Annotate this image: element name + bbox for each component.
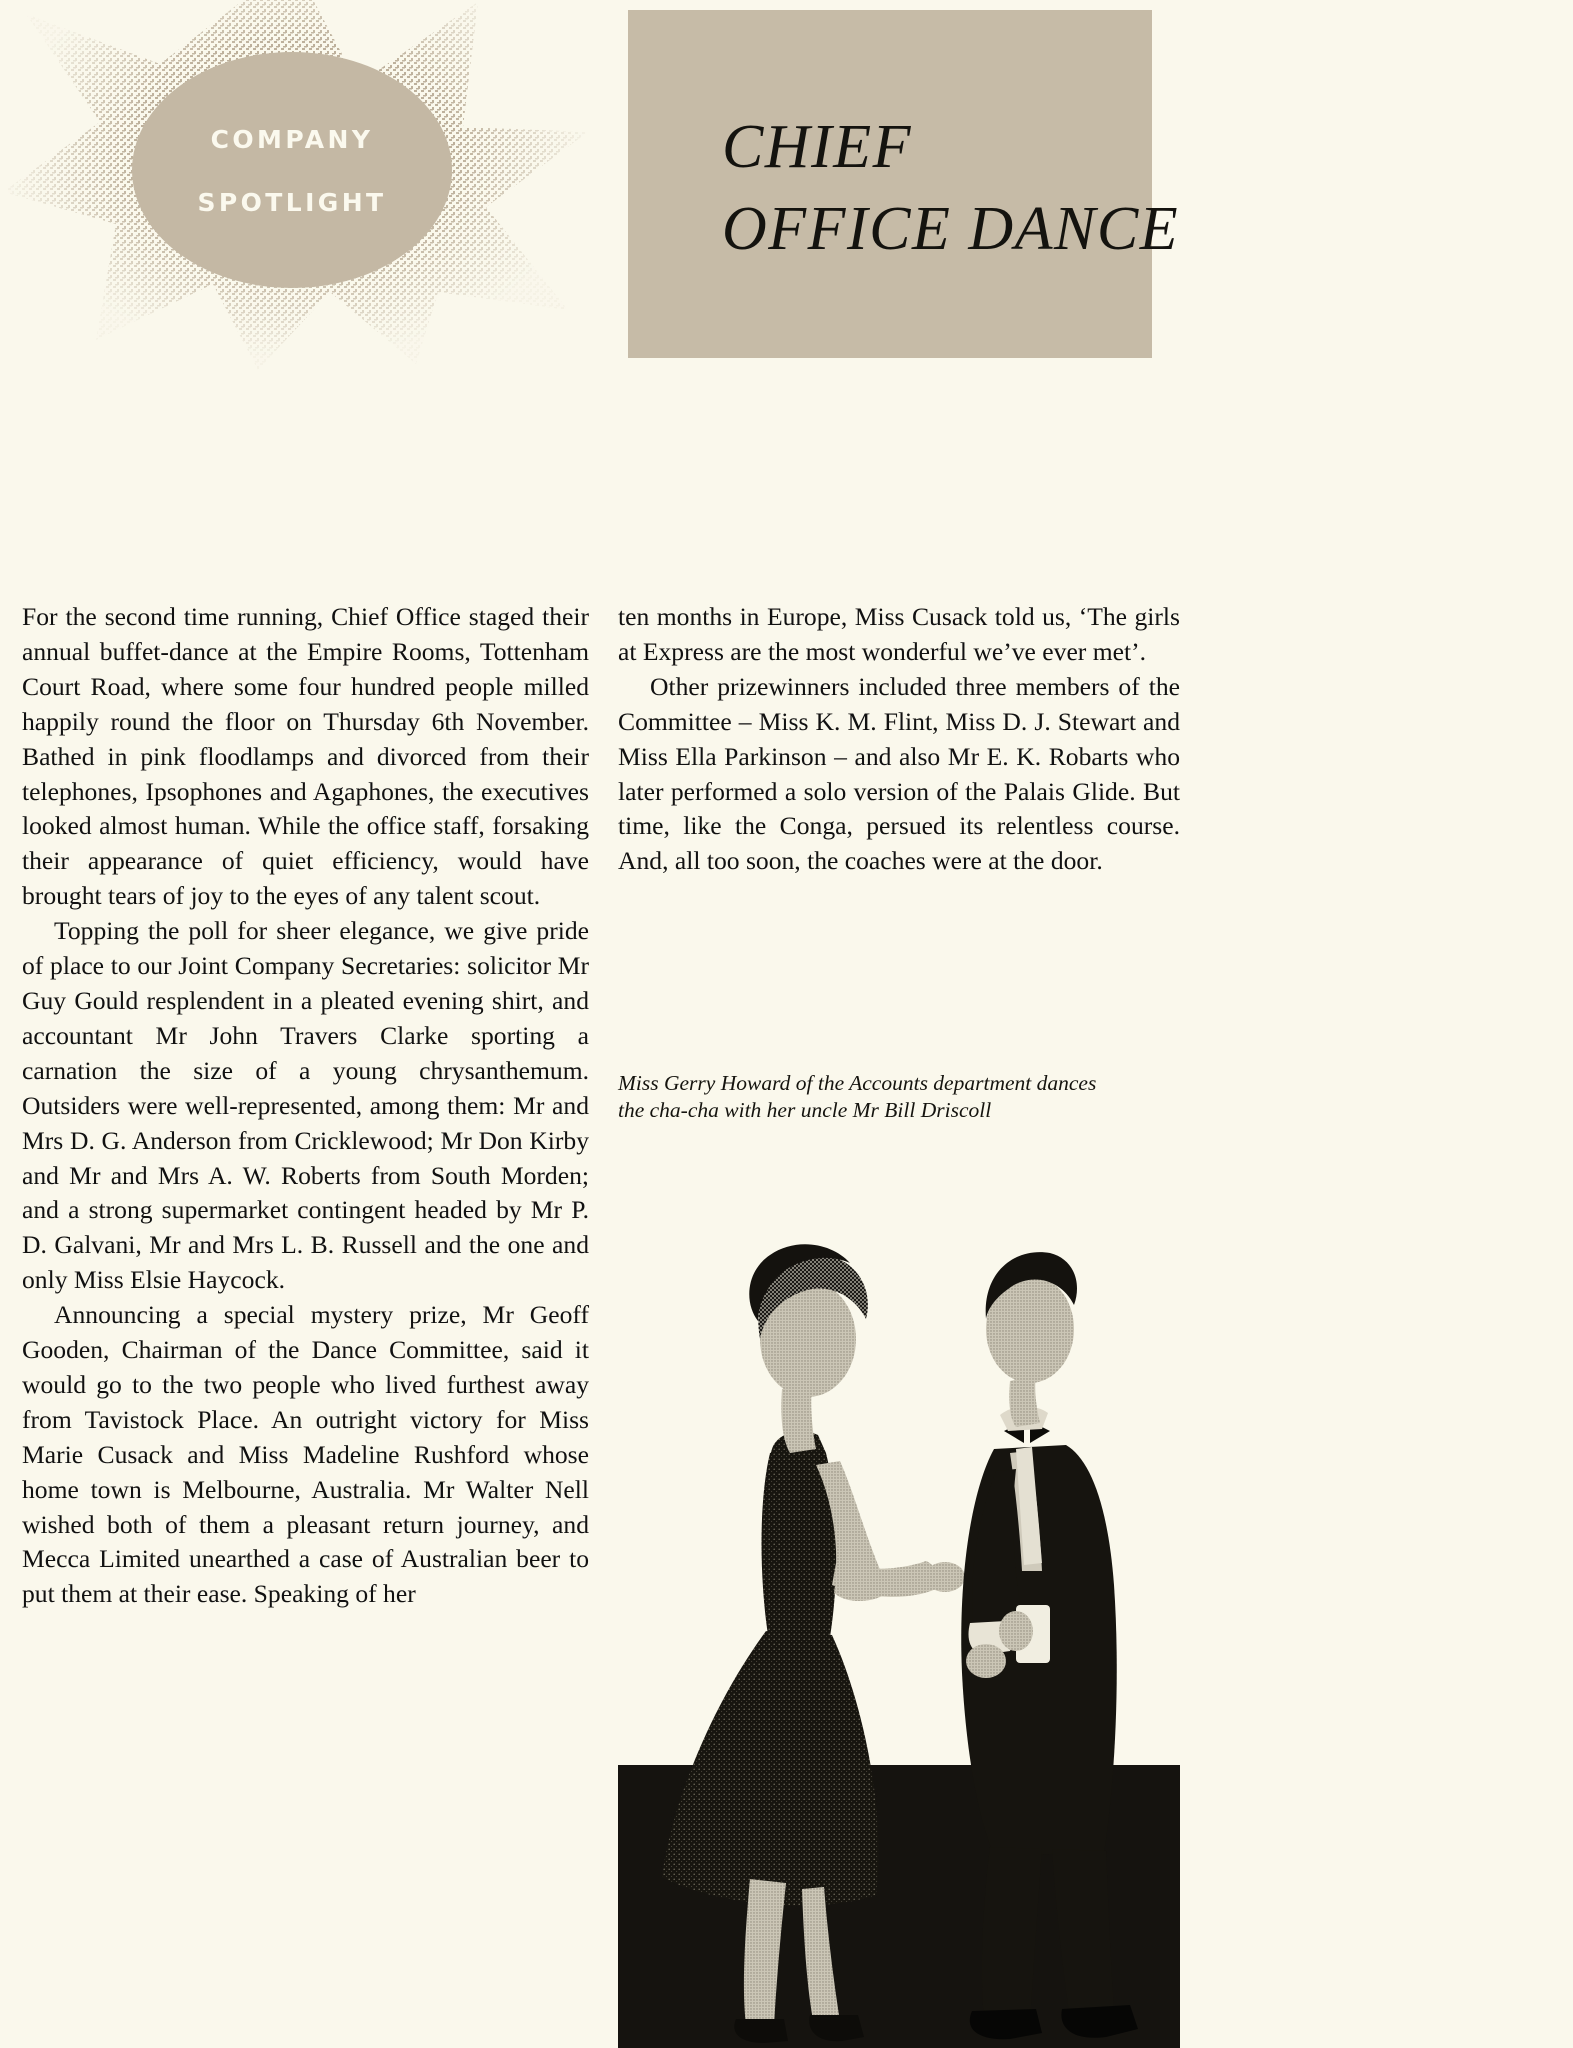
dance-photograph: [618, 1153, 1180, 2048]
badge-line-spotlight: SPOTLIGHT: [197, 187, 387, 217]
badge-oval: [135, 55, 449, 286]
dancers-figure-icon: [618, 1153, 1180, 2048]
title-line-office-dance: OFFICE DANCE: [722, 195, 1180, 264]
paragraph: Other prizewinners included three members of the Committee – Miss K. M. Flint, Miss D. J. Stewart and Miss Ella Parkinson – and also Mr E. K. Robarts who later performed a solo version of the Palais Glide. But time, like the Conga, persued its relentless course. And, all too soon, the coaches were at the door.: [618, 671, 1180, 876]
article-body-left-column: [22, 600, 589, 1612]
paragraph: Announcing a special mystery prize, Mr Geoff Gooden, Chairman of the Dance Committee, said it would go to the two people who lived furthest away from Tavistock Place. An outright victory for Miss Marie Cusack and Miss Madeline Rushford whose home town is Melbourne, Australia. Mr Walter Nell wished both of them a pleasant return journey, and Mecca Limited unearthed a case of Australian beer to put them at their ease. Speaking of her: [22, 1300, 589, 1609]
article-title-block: [628, 10, 1180, 358]
paragraph: For the second time running, Chief Office staged their annual buffet-dance at the Empire Rooms, Tottenham Court Road, where some four hundred people milled happily round the floor on Thursday 6th November. Bathed in pink floodlamps and divorced from their telephones, Ipsophones and Agaphones, the executives looked almost human. While the office staff, forsaking their appearance of quiet efficiency, would have brought tears of joy to the eyes of any talent scout.: [22, 602, 589, 911]
caption-line-1: Miss Gerry Howard of the Accounts department dances: [618, 1071, 1097, 1095]
caption-line-2: the cha-cha with her uncle Mr Bill Driscoll: [618, 1098, 992, 1122]
article-body-right-column: [618, 600, 1180, 879]
photo-caption: [618, 1070, 1183, 1124]
company-spotlight-badge: [8, 0, 608, 372]
badge-line-company: COMPANY: [210, 124, 374, 154]
article-title: [722, 106, 1180, 271]
title-line-chief: CHIEF: [722, 113, 913, 181]
paragraph: ten months in Europe, Miss Cusack told us, ‘The girls at Express are the most wonderful we’ve ever met’.: [618, 602, 1180, 666]
paragraph: Topping the poll for sheer elegance, we give pride of place to our Joint Company Secretaries: solicitor Mr Guy Gould resplendent in a pleated evening shirt, and accountant Mr John Travers Clarke sporting a carnation the size of a young chrysanthemum. Outsiders were well-represented, among them: Mr and Mrs D. G. Anderson from Cricklewood; Mr Don Kirby and Mr and Mrs A. W. Roberts from South Morden; and a strong supermarket contingent headed by Mr P. D. Galvani, Mr and Mrs L. B. Russell and the one and only Miss Elsie Haycock.: [22, 916, 589, 1295]
